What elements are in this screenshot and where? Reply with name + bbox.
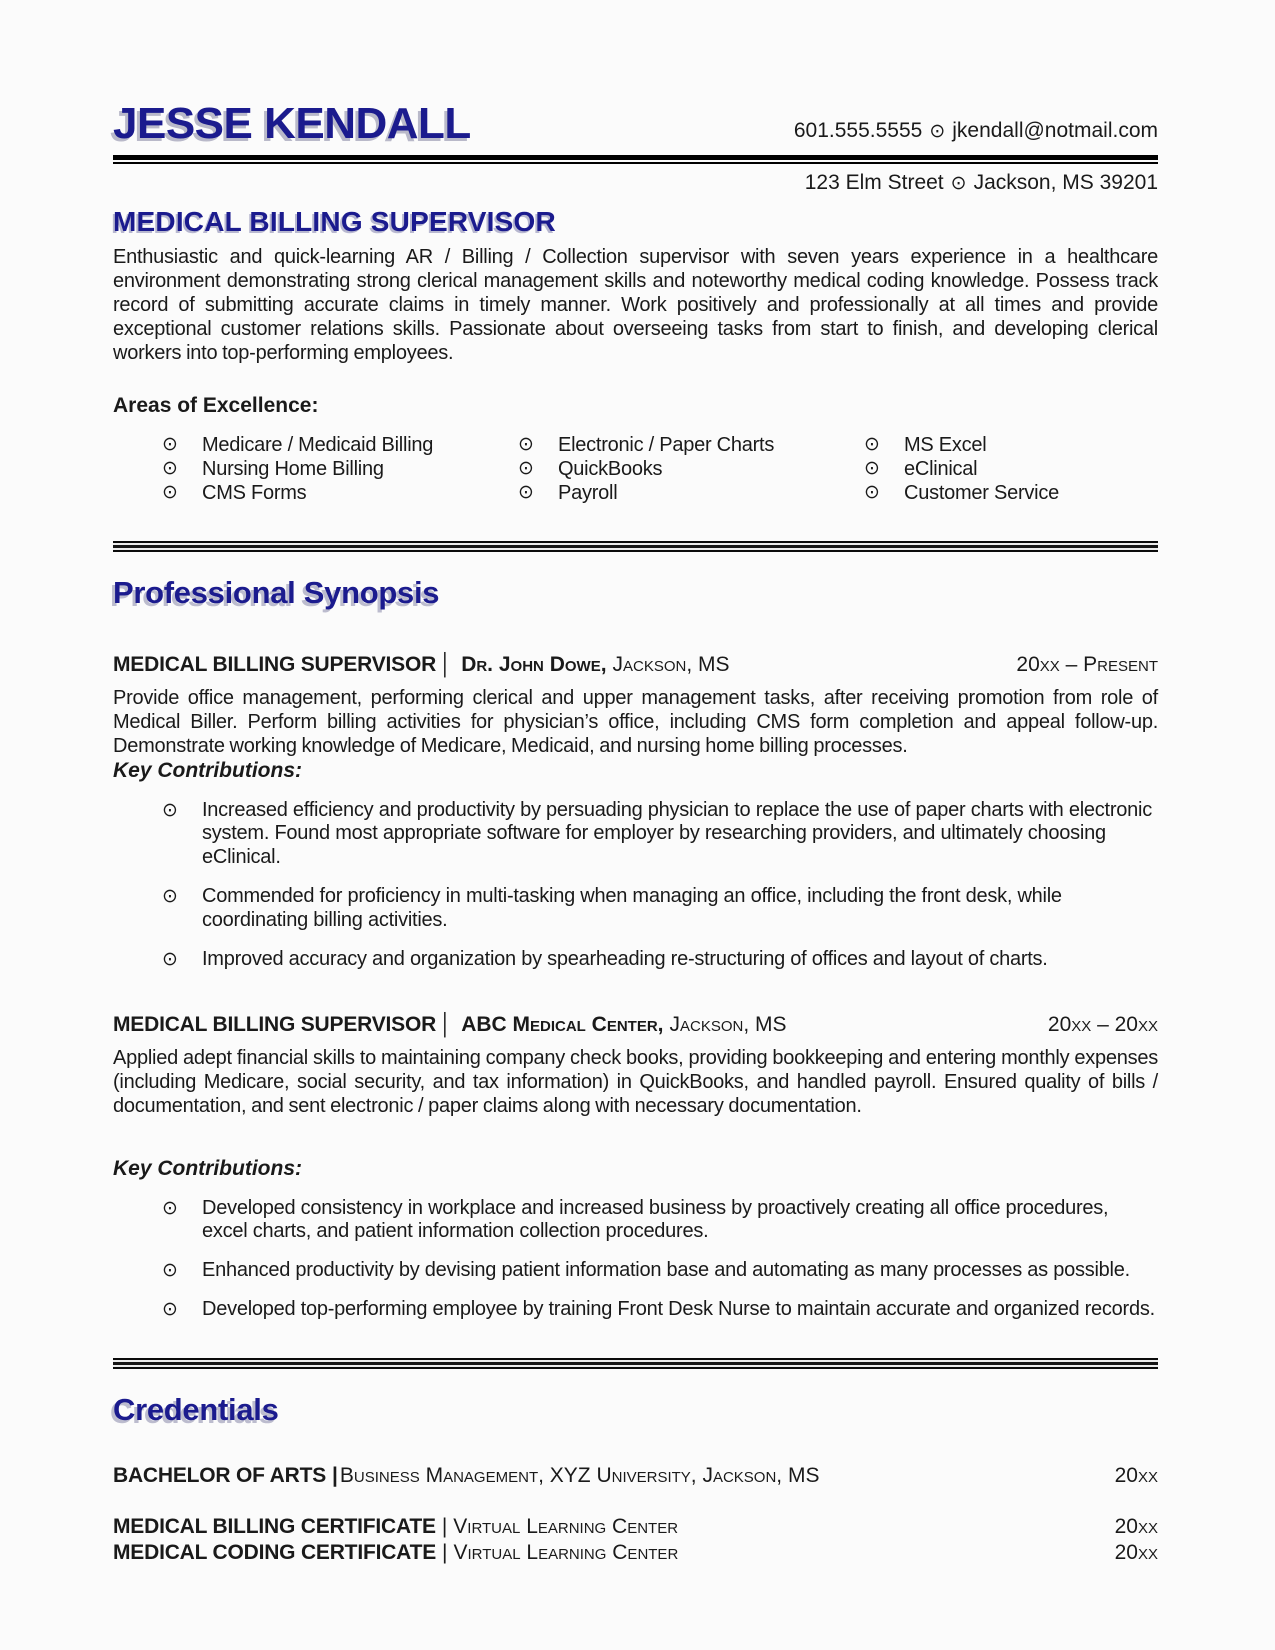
skill-label: Customer Service xyxy=(904,482,1059,505)
credential-left xyxy=(113,1541,678,1565)
credential-row xyxy=(113,1541,1158,1565)
skill-label: CMS Forms xyxy=(202,482,307,505)
circled-dot-bullet-icon: ⊙ xyxy=(162,885,178,907)
skill-item xyxy=(864,457,1158,481)
circled-dot-bullet-icon: ⊙ xyxy=(162,799,178,821)
profile-summary: Enthusiastic and quick-learning AR / Billing / Collection supervisor with seven years experience in a healthcare environment demonstrating strong clerical management skills and noteworthy medical coding knowledge. Possess track record of submitting accurate claims in timely manner. Work positively and professionally at all times and provide exceptional customer relations skills. Passionate about overseeing tasks from start to finish, and developing clerical workers into top-performing employees. xyxy=(113,246,1158,364)
job-entry xyxy=(113,653,1158,971)
skill-item xyxy=(162,457,518,481)
job-bullet xyxy=(162,948,1158,972)
credential-detail: Virtual Learning Center xyxy=(453,1540,679,1564)
circled-dot-bullet-icon: ⊙ xyxy=(162,1197,178,1219)
address-line xyxy=(113,171,1158,195)
skill-item xyxy=(864,433,1158,457)
skill-label: Medicare / Medicaid Billing xyxy=(202,434,434,457)
circled-dot-bullet-icon: ⊙ xyxy=(864,434,880,456)
skill-item xyxy=(518,433,864,457)
job-summary: Provide office management, performing clerical and upper management tasks, after receiving promotion from role of Medical Biller. Perform billing activities for physician’s office, including CMS form completion and appeal follow-up. Demonstrate working knowledge of Medicare, Medicaid, and nursing home billing processes. xyxy=(113,687,1158,757)
city-state-zip: Jackson, MS 39201 xyxy=(973,171,1158,195)
skill-label: Nursing Home Billing xyxy=(202,458,384,481)
job-bullet xyxy=(162,1259,1158,1283)
circled-dot-icon: ⊙ xyxy=(929,121,946,143)
phone-number: 601.555.5555 xyxy=(793,119,923,143)
credential-left xyxy=(113,1515,678,1539)
credential-year: 20xx xyxy=(1114,1540,1158,1564)
skills-column xyxy=(518,433,864,505)
job-entry xyxy=(113,1013,1158,1321)
header-rule xyxy=(113,155,1158,164)
credential-label: MEDICAL BILLING CERTIFICATE xyxy=(113,1514,436,1538)
credential-label: BACHELOR OF ARTS xyxy=(113,1463,327,1487)
job-bullet-text: Improved accuracy and organization by spearheading re-structuring of offices and layout of charts. xyxy=(202,947,1048,970)
job-bullet-text: Commended for proficiency in multi-tasking when managing an office, including the front desk, while coordinating billing activities. xyxy=(202,884,1062,931)
skill-item xyxy=(518,457,864,481)
skills-grid xyxy=(162,433,1158,505)
circled-dot-bullet-icon: ⊙ xyxy=(518,434,534,456)
circled-dot-bullet-icon: ⊙ xyxy=(162,482,178,504)
key-contributions-label: Key Contributions: xyxy=(113,758,302,782)
pipe-separator: | xyxy=(442,1540,448,1564)
skill-item xyxy=(518,481,864,505)
resume-name: JESSE KENDALL xyxy=(113,99,471,148)
job-location: Jackson, MS xyxy=(669,1013,787,1037)
profile-title: MEDICAL BILLING SUPERVISOR xyxy=(113,206,556,238)
circled-dot-bullet-icon: ⊙ xyxy=(162,434,178,456)
job-bullet xyxy=(162,885,1158,933)
circled-dot-bullet-icon: ⊙ xyxy=(162,948,178,970)
job-bullet-text: Enhanced productivity by devising patient information base and automating as many processes as possible. xyxy=(202,1259,1130,1282)
skills-column xyxy=(162,433,518,505)
job-bullet-text: Developed consistency in workplace and increased business by proactively creating all office procedures, excel charts, and patient information collection procedures. xyxy=(202,1196,1109,1243)
credential-row xyxy=(113,1464,1158,1488)
job-bullet-list xyxy=(162,1197,1158,1322)
section-divider xyxy=(113,541,1158,552)
key-contributions-label: Key Contributions: xyxy=(113,1156,302,1180)
credential-year: 20xx xyxy=(1114,1463,1158,1487)
skill-label: Payroll xyxy=(558,482,618,505)
header xyxy=(113,100,1158,148)
job-bullet xyxy=(162,799,1158,870)
skill-item xyxy=(864,481,1158,505)
skill-label: MS Excel xyxy=(904,434,987,457)
credential-year: 20xx xyxy=(1114,1514,1158,1538)
job-bullet-list xyxy=(162,799,1158,972)
skill-label: Electronic / Paper Charts xyxy=(558,434,775,457)
credential-detail: Business Management, XYZ University, Jackson, MS xyxy=(339,1463,820,1487)
job-header-left xyxy=(113,1013,787,1037)
email-address: jkendall@notmail.com xyxy=(952,119,1158,143)
credentials-heading: Credentials xyxy=(113,1391,279,1427)
job-bullet-text: Increased efficiency and productivity by persuading physician to replace the use of paper charts with electronic system. Found most appropriate software for employer by researching providers, and ultimately choosing eClinical. xyxy=(202,798,1152,869)
circled-dot-bullet-icon: ⊙ xyxy=(162,1260,178,1282)
skill-label: eClinical xyxy=(904,458,978,481)
credential-label: MEDICAL CODING CERTIFICATE xyxy=(113,1540,437,1564)
credential-detail: Virtual Learning Center xyxy=(453,1514,679,1538)
job-location: Jackson, MS xyxy=(612,653,730,677)
skill-item xyxy=(162,433,518,457)
vertical-bar-separator: │ xyxy=(439,1013,453,1037)
job-header xyxy=(113,653,1158,677)
circled-dot-bullet-icon: ⊙ xyxy=(518,482,534,504)
circled-dot-bullet-icon: ⊙ xyxy=(518,458,534,480)
job-dates: 20xx – 20xx xyxy=(1047,1013,1158,1037)
circled-dot-bullet-icon: ⊙ xyxy=(162,1298,178,1320)
section-divider xyxy=(113,1358,1158,1369)
contact-line xyxy=(794,119,1158,148)
company-name: ABC Medical Center, xyxy=(461,1013,664,1037)
job-title: MEDICAL BILLING SUPERVISOR xyxy=(113,1013,437,1037)
circled-dot-icon: ⊙ xyxy=(950,173,967,195)
pipe-separator: | xyxy=(332,1463,338,1487)
credential-row xyxy=(113,1515,1158,1539)
circled-dot-bullet-icon: ⊙ xyxy=(864,458,880,480)
pipe-separator: | xyxy=(441,1514,448,1538)
skill-item xyxy=(162,481,518,505)
skills-column xyxy=(864,433,1158,505)
vertical-bar-separator: │ xyxy=(439,653,453,677)
job-title: MEDICAL BILLING SUPERVISOR xyxy=(113,653,437,677)
job-header-left xyxy=(113,653,730,677)
credential-left xyxy=(113,1464,819,1488)
areas-of-excellence-heading: Areas of Excellence: xyxy=(113,394,319,418)
company-name: Dr. John Dowe, xyxy=(461,653,607,677)
street-address: 123 Elm Street xyxy=(804,171,944,195)
professional-synopsis-heading: Professional Synopsis xyxy=(113,575,440,611)
skill-label: QuickBooks xyxy=(558,458,663,481)
job-dates: 20xx – Present xyxy=(1016,653,1158,677)
job-bullet xyxy=(162,1197,1158,1245)
job-summary: Applied adept financial skills to maintaining company check books, providing bookkeeping and entering monthly expenses (including Medicare, social security, and tax information) in QuickBooks, and handled payroll. Ensured quality of bills / documentation, and sent electronic / paper claims along with necessary documentation. xyxy=(113,1047,1158,1117)
circled-dot-bullet-icon: ⊙ xyxy=(864,482,880,504)
job-header xyxy=(113,1013,1158,1037)
job-bullet xyxy=(162,1298,1158,1322)
job-bullet-text: Developed top-performing employee by training Front Desk Nurse to maintain accurate and organized records. xyxy=(202,1297,1155,1320)
circled-dot-bullet-icon: ⊙ xyxy=(162,458,178,480)
